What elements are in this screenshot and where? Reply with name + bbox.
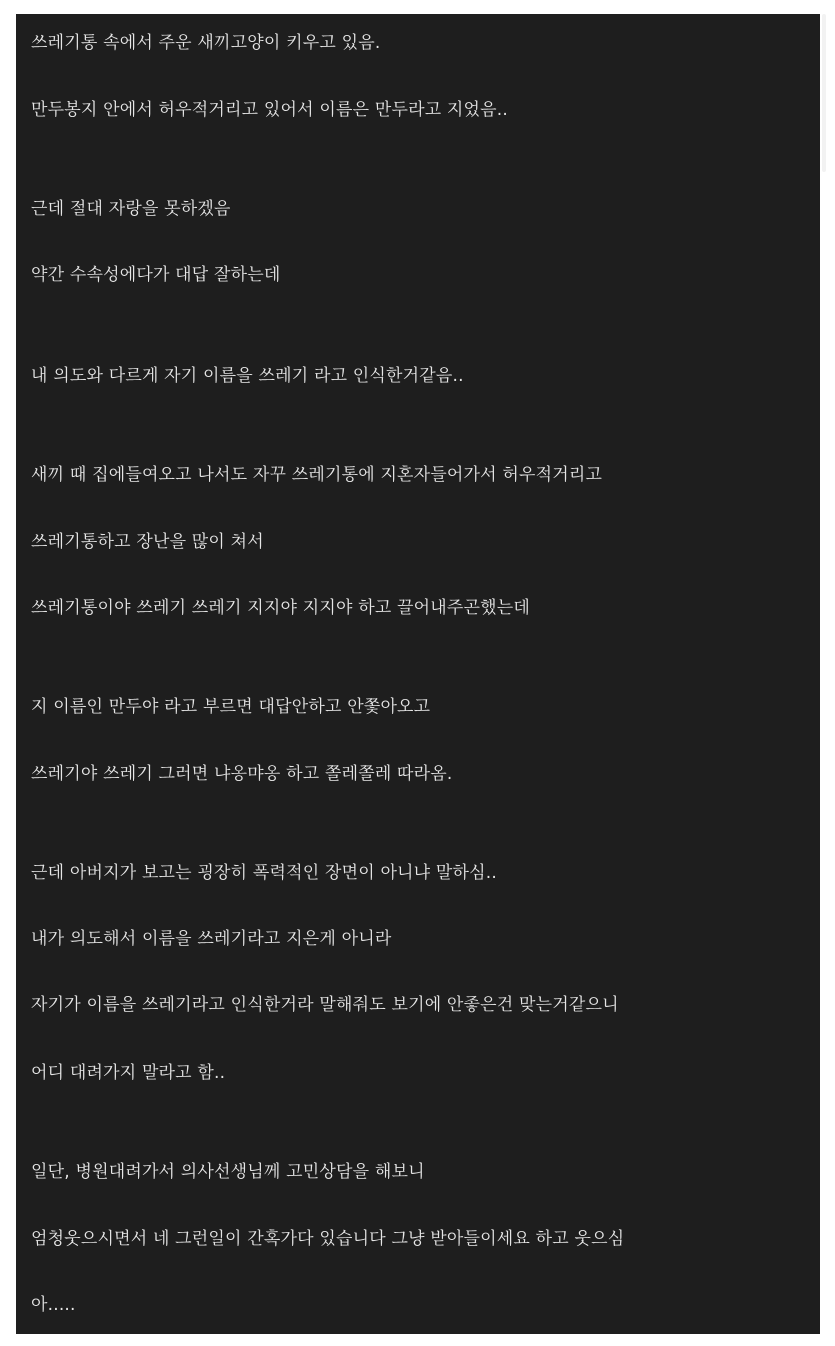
post-line: 약간 수속성에다가 대답 잘하는데 xyxy=(31,265,281,285)
post-line: 새끼 때 집에들여오고 나서도 자꾸 쓰레기통에 지혼자들어가서 허우적거리고 xyxy=(31,465,603,485)
post-line: 쓰레기통 속에서 주운 새끼고양이 키우고 있음. xyxy=(31,33,381,53)
post-body xyxy=(16,14,820,1334)
post-line: 근데 절대 자랑을 못하겠음 xyxy=(31,199,231,219)
post-line: 쓰레기통하고 장난을 많이 쳐서 xyxy=(31,532,264,552)
post-line: 일단, 병원대려가서 의사선생님께 고민상담을 해보니 xyxy=(31,1162,425,1182)
post-line: 만두봉지 안에서 허우적거리고 있어서 이름은 만두라고 지었음.. xyxy=(31,100,509,120)
post-line: 아..... xyxy=(31,1295,76,1315)
post-line: 내가 의도해서 이름을 쓰레기라고 지은게 아니라 xyxy=(31,929,392,949)
post-line: 쓰레기야 쓰레기 그러면 냐옹먀옹 하고 쫄레쫄레 따라옴. xyxy=(31,764,453,784)
post-line: 어디 대려가지 말라고 함.. xyxy=(31,1063,226,1083)
post-line: 근데 아버지가 보고는 굉장히 폭력적인 장면이 아니냐 말하심.. xyxy=(31,863,497,883)
scrollbar-thumb[interactable] xyxy=(822,14,826,172)
post-line: 내 의도와 다르게 자기 이름을 쓰레기 라고 인식한거같음.. xyxy=(31,366,464,386)
post-line: 엄청웃으시면서 네 그런일이 간혹가다 있습니다 그냥 받아들이세요 하고 웃으심 xyxy=(31,1229,625,1249)
post-line: 쓰레기통이야 쓰레기 쓰레기 지지야 지지야 하고 끌어내주곤했는데 xyxy=(31,598,531,618)
post-line: 지 이름인 만두야 라고 부르면 대답안하고 안쫓아오고 xyxy=(31,697,431,717)
post-line: 자기가 이름을 쓰레기라고 인식한거라 말해줘도 보기에 안좋은건 맞는거같으니 xyxy=(31,995,619,1015)
